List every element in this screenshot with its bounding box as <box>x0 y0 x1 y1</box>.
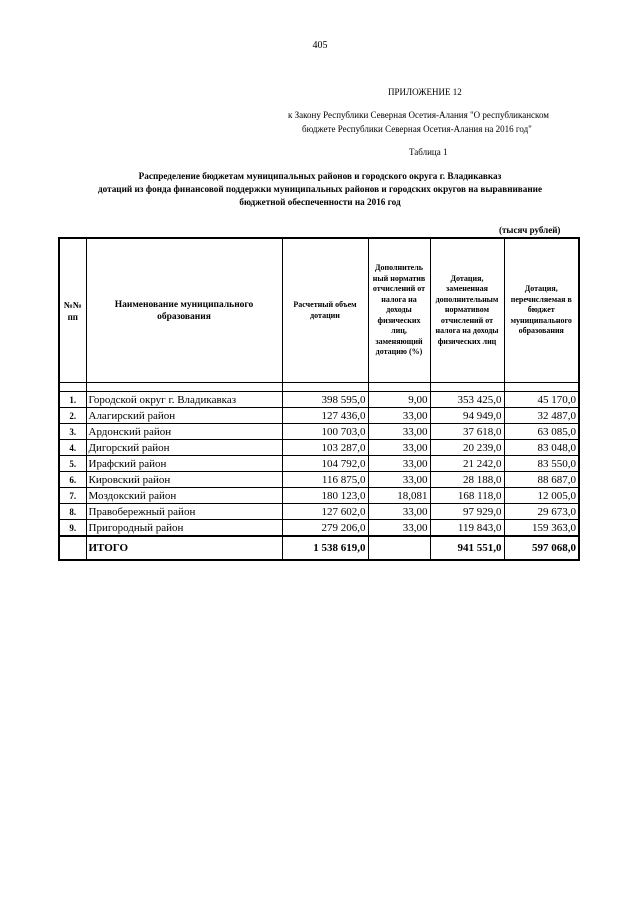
replaced-subsidy: 21 242,0 <box>430 456 504 472</box>
total-additional-norm <box>368 536 430 560</box>
row-number: 4. <box>59 440 86 456</box>
total-replaced-subsidy: 941 551,0 <box>430 536 504 560</box>
spacer-cell <box>86 383 282 392</box>
header-additional-norm: Дополнитель ный норматив отчислений от налога на доходы физических лиц, заменяющий дотацию (%) <box>368 238 430 383</box>
table-row <box>59 440 579 456</box>
row-number: 1. <box>59 392 86 408</box>
replaced-subsidy: 119 843,0 <box>430 520 504 537</box>
municipality-name: Дигорский район <box>86 440 282 456</box>
row-number: 2. <box>59 408 86 424</box>
spacer-cell <box>282 383 368 392</box>
header-replaced-subsidy: Дотация, замененная дополнительным нормативом отчислений от налога на доходы физических лиц <box>430 238 504 383</box>
calculated-volume: 103 287,0 <box>282 440 368 456</box>
municipality-name: Ардонский район <box>86 424 282 440</box>
additional-norm: 33,00 <box>368 408 430 424</box>
municipality-name: Ирафский район <box>86 456 282 472</box>
transferred-subsidy: 88 687,0 <box>504 472 579 488</box>
additional-norm: 33,00 <box>368 424 430 440</box>
municipality-name: Правобережный район <box>86 504 282 520</box>
calculated-volume: 100 703,0 <box>282 424 368 440</box>
municipality-name: Кировский район <box>86 472 282 488</box>
row-number: 7. <box>59 488 86 504</box>
table-row <box>59 504 579 520</box>
header-calculated-volume: Расчетный объем дотации <box>282 238 368 383</box>
table-row <box>59 456 579 472</box>
spacer-cell <box>504 383 579 392</box>
total-label: ИТОГО <box>86 536 282 560</box>
table-row <box>59 520 579 537</box>
spacer-cell <box>59 383 86 392</box>
calculated-volume: 279 206,0 <box>282 520 368 537</box>
table-row <box>59 408 579 424</box>
title-line-2: дотаций из фонда финансовой поддержки муниципальных районов и городских округов на выравнивание <box>97 184 543 194</box>
additional-norm: 9,00 <box>368 392 430 408</box>
table-label: Таблица 1 <box>409 147 448 157</box>
row-number: 5. <box>59 456 86 472</box>
additional-norm: 33,00 <box>368 440 430 456</box>
table-row <box>59 472 579 488</box>
transferred-subsidy: 12 005,0 <box>504 488 579 504</box>
total-row <box>59 536 579 560</box>
page-number: 405 <box>312 40 328 51</box>
table-row <box>59 392 579 408</box>
replaced-subsidy: 97 929,0 <box>430 504 504 520</box>
subsidy-table <box>58 237 580 561</box>
total-number-cell <box>59 536 86 560</box>
law-reference-line-1: к Закону Республики Северная Осетия-Алания "О республиканском <box>288 110 549 120</box>
calculated-volume: 116 875,0 <box>282 472 368 488</box>
replaced-subsidy: 20 239,0 <box>430 440 504 456</box>
header-number: №№ пп <box>59 238 86 383</box>
transferred-subsidy: 29 673,0 <box>504 504 579 520</box>
table-header-row <box>59 238 579 383</box>
table-row <box>59 424 579 440</box>
row-number: 8. <box>59 504 86 520</box>
spacer-row <box>59 383 579 392</box>
municipality-name: Городской округ г. Владикавказ <box>86 392 282 408</box>
replaced-subsidy: 28 188,0 <box>430 472 504 488</box>
spacer-cell <box>430 383 504 392</box>
replaced-subsidy: 353 425,0 <box>430 392 504 408</box>
header-transferred-subsidy: Дотация, перечисляемая в бюджет муниципального образования <box>504 238 579 383</box>
municipality-name: Алагирский район <box>86 408 282 424</box>
title-line-3: бюджетной обеспеченности на 2016 год <box>239 197 401 207</box>
units-label: (тысяч рублей) <box>499 225 561 235</box>
additional-norm: 33,00 <box>368 504 430 520</box>
total-calculated-volume: 1 538 619,0 <box>282 536 368 560</box>
additional-norm: 18,081 <box>368 488 430 504</box>
header-name: Наименование муниципального образования <box>86 238 282 383</box>
calculated-volume: 398 595,0 <box>282 392 368 408</box>
table-row <box>59 488 579 504</box>
row-number: 3. <box>59 424 86 440</box>
replaced-subsidy: 94 949,0 <box>430 408 504 424</box>
appendix-label: ПРИЛОЖЕНИЕ 12 <box>388 87 462 97</box>
calculated-volume: 127 436,0 <box>282 408 368 424</box>
row-number: 6. <box>59 472 86 488</box>
replaced-subsidy: 168 118,0 <box>430 488 504 504</box>
transferred-subsidy: 83 550,0 <box>504 456 579 472</box>
calculated-volume: 180 123,0 <box>282 488 368 504</box>
additional-norm: 33,00 <box>368 472 430 488</box>
additional-norm: 33,00 <box>368 456 430 472</box>
total-transferred-subsidy: 597 068,0 <box>504 536 579 560</box>
municipality-name: Пригородный район <box>86 520 282 537</box>
transferred-subsidy: 32 487,0 <box>504 408 579 424</box>
calculated-volume: 104 792,0 <box>282 456 368 472</box>
replaced-subsidy: 37 618,0 <box>430 424 504 440</box>
spacer-cell <box>368 383 430 392</box>
document-title <box>40 170 600 209</box>
transferred-subsidy: 45 170,0 <box>504 392 579 408</box>
law-reference-line-2: бюджете Республики Северная Осетия-Алания на 2016 год" <box>302 124 532 134</box>
calculated-volume: 127 602,0 <box>282 504 368 520</box>
municipality-name: Моздокский район <box>86 488 282 504</box>
title-line-1: Распределение бюджетам муниципальных районов и городского округа г. Владикавказ <box>138 171 502 181</box>
transferred-subsidy: 159 363,0 <box>504 520 579 537</box>
row-number: 9. <box>59 520 86 537</box>
transferred-subsidy: 83 048,0 <box>504 440 579 456</box>
transferred-subsidy: 63 085,0 <box>504 424 579 440</box>
additional-norm: 33,00 <box>368 520 430 537</box>
